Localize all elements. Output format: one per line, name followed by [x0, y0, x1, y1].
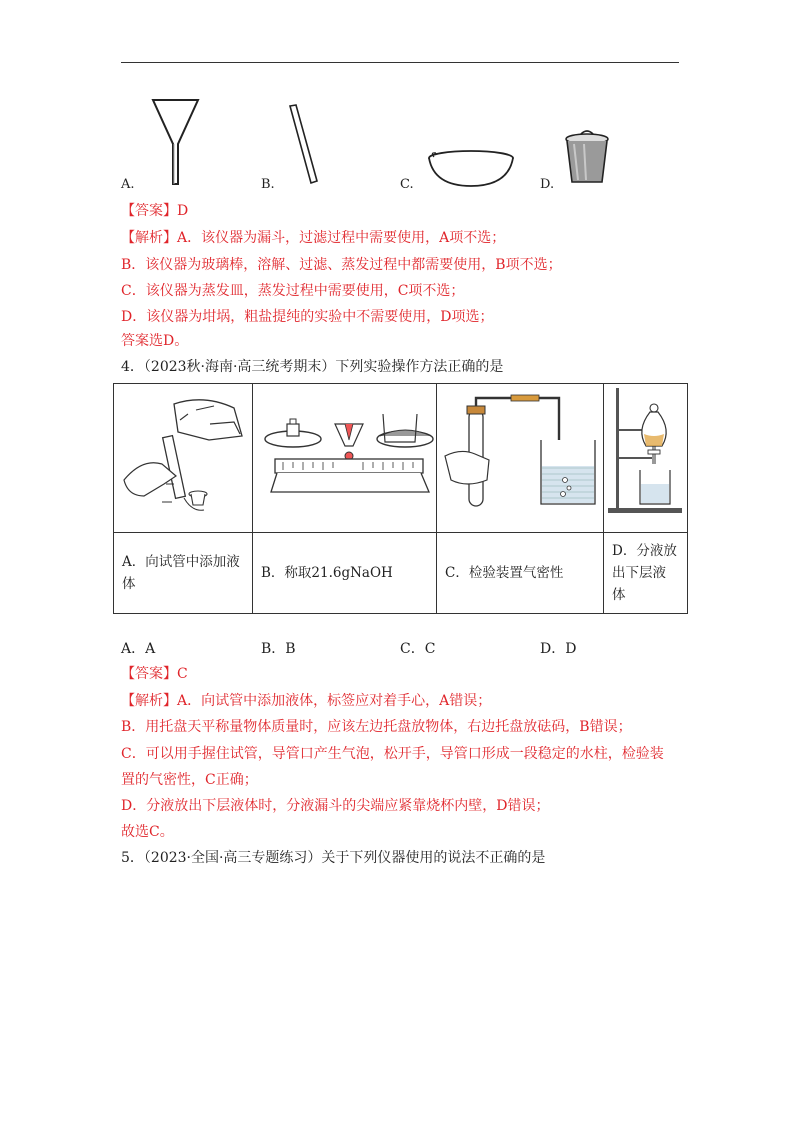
- q4-choice-b: B．B: [261, 641, 296, 657]
- evaporating-dish-icon: [426, 148, 516, 190]
- separatory-funnel-icon: [604, 384, 688, 528]
- q4-choice-a: A．A: [121, 641, 156, 657]
- q3-option-d: D.: [540, 177, 555, 192]
- q4-choice-c: C．C: [400, 641, 436, 657]
- balance-icon: [253, 384, 437, 528]
- q4-analysis-line: B．用托盘天平称量物体质量时，应该左边托盘放物体，右边托盘放砝码，B错误；: [121, 719, 632, 735]
- q4-answer: 【答案】C: [121, 666, 188, 682]
- q3-analysis-line: B．该仪器为玻璃棒，溶解、过滤、蒸发过程中都需要使用，B项不选；: [121, 257, 562, 273]
- q4-analysis-line: C．可以用手握住试管，导管口产生气泡，松开手，导管口形成一段稳定的水柱，检验装: [121, 746, 664, 762]
- q4-analysis-line: D．分液放出下层液体时，分液漏斗的尖端应紧靠烧杯内壁，D错误；: [121, 798, 550, 814]
- pour-liquid-icon: [114, 384, 253, 528]
- q3-analysis-line: 【解析】A．该仪器为漏斗，过滤过程中需要使用，A项不选；: [121, 230, 506, 246]
- q4-table: [113, 383, 688, 614]
- q4-image-cell-b: [253, 384, 437, 533]
- q4-caption-c: C．检验装置气密性: [437, 533, 604, 614]
- q4-choice-d: D．D: [540, 641, 577, 657]
- q4-caption-b: B．称取21.6gNaOH: [253, 533, 437, 614]
- funnel-icon: [150, 98, 205, 188]
- q4-caption-d: D．分液放出下层液体: [604, 533, 688, 614]
- q4-image-cell-d: [604, 384, 688, 533]
- q4-stem: 4．（2023秋·海南·高三统考期末）下列实验操作方法正确的是: [121, 359, 504, 375]
- q3-option-b: B.: [261, 177, 275, 192]
- glass-rod-icon: [280, 103, 325, 188]
- q3-analysis-line: D．该仪器为坩埚，粗盐提纯的实验中不需要使用，D项选；: [121, 309, 494, 325]
- q3-answer: 【答案】D: [121, 203, 189, 219]
- q4-analysis-line: 置的气密性，C正确；: [121, 772, 258, 788]
- q3-option-a: A.: [121, 177, 135, 192]
- q4-analysis-line: 【解析】A．向试管中添加液体，标签应对着手心，A错误；: [121, 693, 492, 709]
- header-rule: [121, 62, 679, 63]
- airtightness-icon: [437, 384, 604, 528]
- q3-analysis-line: C．该仪器为蒸发皿，蒸发过程中需要使用，C项不选；: [121, 283, 465, 299]
- q4-image-cell-c: [437, 384, 604, 533]
- q4-caption-a: A．向试管中添加液体: [114, 533, 253, 614]
- q4-image-cell-a: [114, 384, 253, 533]
- q5-stem: 5．（2023·全国·高三专题练习）关于下列仪器使用的说法不正确的是: [121, 850, 546, 866]
- q3-option-c: C.: [400, 177, 414, 192]
- crucible-icon: [562, 126, 612, 188]
- q3-analysis-line: 答案选D。: [121, 333, 189, 349]
- q4-analysis-line: 故选C。: [121, 824, 174, 840]
